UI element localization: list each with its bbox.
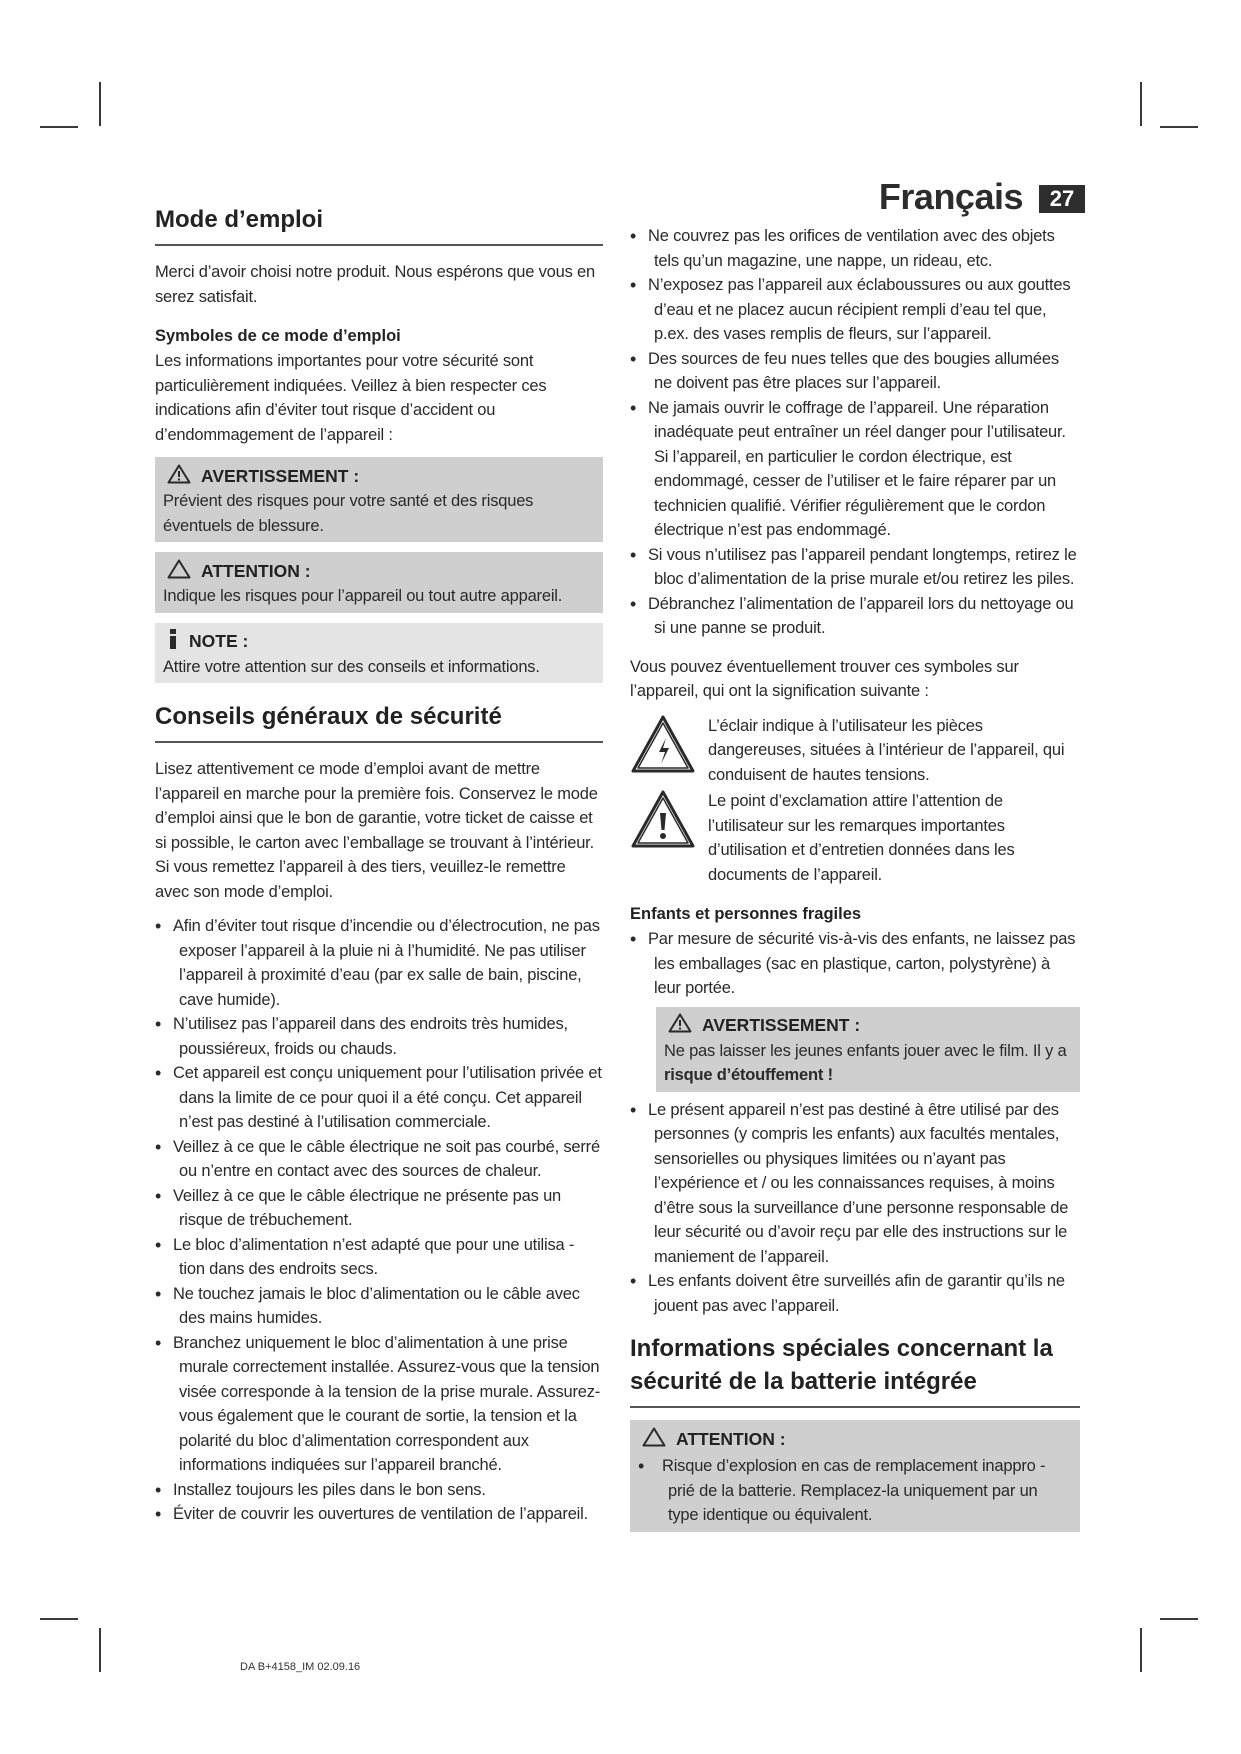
list-item: • Ne touchez jamais le bloc d’alimentation ou le câble avec des mains humides. bbox=[155, 1282, 603, 1331]
list-item: • Branchez uniquement le bloc d’alimentation à une prise murale correctement installée. Assurez-vous que la tension visée corresponde à la tension de la prise murale. Assurez-vous également que le courant de sortie, la tension et la polarité du bloc d’alimentation correspondent aux informations indiquées sur l’appareil branché. bbox=[155, 1331, 603, 1478]
list-item: • Le bloc d’alimentation n’est adapté que pour une utilisa - tion dans des endroits secs. bbox=[155, 1233, 603, 1282]
note-box bbox=[155, 623, 603, 684]
note-title: NOTE : bbox=[189, 631, 249, 651]
language-title: Français bbox=[878, 176, 1023, 217]
mode-emploi-title: Mode d’emploi bbox=[155, 204, 603, 246]
children-heading: Enfants et personnes fragiles bbox=[630, 905, 862, 923]
safety-title: Conseils généraux de sécurité bbox=[155, 683, 603, 743]
device-symbols-intro: Vous pouvez éventuellement trouver ces symboles sur l’appareil, qui ont la signification suivante : bbox=[630, 657, 1019, 700]
list-item: • N’utilisez pas l’appareil dans des endroits très humides, poussiéreux, froids ou chauds. bbox=[155, 1012, 603, 1061]
warning-box bbox=[155, 457, 603, 542]
caution-triangle-icon bbox=[642, 1427, 666, 1452]
attention-text: Indique les risques pour l’appareil ou tout autre appareil. bbox=[163, 587, 563, 605]
battery-title: Informations spéciales concernant la sécurité de la batterie intégrée bbox=[630, 1318, 1080, 1408]
crop-mark bbox=[1140, 1628, 1142, 1672]
list-item: • Des sources de feu nues telles que des bougies allumées ne doivent pas être places sur l’appareil. bbox=[630, 347, 1080, 396]
battery-list bbox=[638, 1454, 1072, 1528]
list-item: • Les enfants doivent être surveillés afin de garantir qu’ils ne jouent pas avec l’appareil. bbox=[630, 1269, 1080, 1318]
intro-text: Merci d’avoir choisi notre produit. Nous espérons que vous en serez satisfait. bbox=[155, 263, 595, 306]
crop-mark bbox=[1160, 126, 1198, 128]
attention-box bbox=[155, 552, 603, 613]
note-text: Attire votre attention sur des conseils et informations. bbox=[163, 657, 540, 676]
exclamation-symbol-row bbox=[630, 789, 1080, 887]
battery-attention-title: ATTENTION : bbox=[676, 1428, 786, 1449]
page-header bbox=[878, 176, 1085, 222]
list-item: • Afin d’éviter tout risque d’incendie ou d’électrocution, ne pas exposer l’appareil à la pluie ni à l’humidité. Ne pas utiliser l’appareil à proximité d’eau (par ex salle de bain, piscine, cave humide). bbox=[155, 914, 603, 1012]
list-item: • N’exposez pas l’appareil aux éclaboussures ou aux gouttes d’eau et ne placez aucun récipient rempli d’eau tel que, p.ex. des vases remplis de fleurs, sur l’appareil. bbox=[630, 273, 1080, 347]
list-item: • Ne jamais ouvrir le coffrage de l’appareil. Une réparation inadéquate peut entraîner un réel danger pour l’utilisateur. Si l’appareil, en particulier le cordon électrique, est endommagé, cesser de l’utiliser et le faire réparer par un technicien qualifié. Vérifier régulièrement que le cordon électrique n’est pas endommagé. bbox=[630, 396, 1080, 543]
list-item: • Risque d’explosion en cas de remplacement inappro - prié de la batterie. Remplacez-la uniquement par un type identique ou équivalent. bbox=[638, 1454, 1072, 1528]
attention-title: ATTENTION : bbox=[201, 560, 311, 581]
footer-code: DA B+4158_IM 02.09.16 bbox=[240, 1661, 361, 1673]
list-item: • Veillez à ce que le câble électrique ne présente pas un risque de trébuchement. bbox=[155, 1184, 603, 1233]
warning-triangle-icon bbox=[668, 1013, 692, 1038]
child-warning-bold: risque d’étouffement ! bbox=[664, 1066, 833, 1084]
list-item: • Cet appareil est conçu uniquement pour l’utilisation privée et dans la limite de ce pour quoi il a été conçu. Cet appareil n’est pas destiné à l’utilisation commerciale. bbox=[155, 1061, 603, 1135]
exclamation-description: Le point d’exclamation attire l’attention de l’utilisateur sur les remarques importantes d’utilisation et d’entretien données dans les documents de l’appareil. bbox=[708, 792, 1015, 884]
child-warning-box bbox=[656, 1007, 1080, 1092]
safety-intro: Lisez attentivement ce mode d’emploi avant de mettre l’appareil en marche pour la première fois. Conservez le mode d’emploi ainsi que le bon de garantie, votre ticket de caisse et si possible, le carton avec l’emballage se trouvant à l’intérieur. Si vous remettez l’appareil à des tiers, veuillez-le remettre avec son mode d’emploi. bbox=[155, 760, 598, 901]
safety-list-continued bbox=[630, 224, 1080, 641]
battery-attention-box bbox=[630, 1420, 1080, 1532]
list-item: • Installez toujours les piles dans le bon sens. bbox=[155, 1478, 603, 1503]
warning-title: AVERTISSEMENT : bbox=[201, 465, 360, 486]
crop-mark bbox=[40, 1618, 78, 1620]
list-item: • Si vous n’utilisez pas l’appareil pendant longtemps, retirez le bloc d’alimentation de la prise murale et/ou retirez les piles. bbox=[630, 543, 1080, 592]
list-item: • Par mesure de sécurité vis-à-vis des enfants, ne laissez pas les emballages (sac en plastique, carton, polystyrène) à leur portée. bbox=[630, 927, 1080, 1001]
children-list bbox=[630, 927, 1080, 1001]
list-item: • Le présent appareil n’est pas destiné à être utilisé par des personnes (y compris les enfants) aux facultés mentales, sensorielles ou physiques limitées ou n’ayant pas l’expérience et / ou les connaissances requises, à moins d’être sous la surveillance d’une personne responsable de leur sécurité ou d’avoir reçu par elle des instructions sur le maniement de l’appareil. bbox=[630, 1098, 1080, 1270]
symbols-heading: Symboles de ce mode d’emploi bbox=[155, 327, 401, 345]
info-icon bbox=[167, 628, 179, 655]
crop-mark bbox=[1140, 82, 1142, 126]
children-list-continued bbox=[630, 1098, 1080, 1319]
lightning-triangle-icon bbox=[630, 714, 708, 788]
crop-mark bbox=[40, 126, 78, 128]
right-column bbox=[630, 224, 1080, 1532]
child-warning-title: AVERTISSEMENT : bbox=[702, 1015, 861, 1035]
left-column bbox=[155, 204, 603, 1527]
child-warning-text: Ne pas laisser les jeunes enfants jouer avec le film. Il y a risque d’étouffement ! bbox=[664, 1041, 1067, 1084]
lightning-description: L’éclair indique à l’utilisateur les pièces dangereuses, situées à l’intérieur de l’appareil, qui conduisent de hautes tensions. bbox=[708, 716, 1065, 784]
crop-mark bbox=[1160, 1618, 1198, 1620]
list-item: • Ne couvrez pas les orifices de ventilation avec des objets tels qu’un magazine, une nappe, un rideau, etc. bbox=[630, 224, 1080, 273]
exclamation-triangle-icon bbox=[630, 789, 708, 887]
warning-triangle-icon bbox=[167, 464, 191, 489]
caution-triangle-icon bbox=[167, 559, 191, 584]
safety-list bbox=[155, 914, 603, 1527]
list-item: • Veillez à ce que le câble électrique ne soit pas courbé, serré ou n’entre en contact avec des sources de chaleur. bbox=[155, 1135, 603, 1184]
warning-text: Prévient des risques pour votre santé et des risques éventuels de blessure. bbox=[163, 492, 534, 535]
lightning-symbol-row bbox=[630, 714, 1080, 788]
crop-mark bbox=[99, 82, 101, 126]
page-number: 27 bbox=[1039, 185, 1085, 213]
list-item: • Éviter de couvrir les ouvertures de ventilation de l’appareil. bbox=[155, 1502, 603, 1527]
symbols-text: Les informations importantes pour votre sécurité sont particulièrement indiquées. Veillez à bien respecter ces indications afin d’éviter tout risque d’accident ou d’endommagement de l’appareil : bbox=[155, 352, 547, 444]
list-item: • Débranchez l’alimentation de l’appareil lors du nettoyage ou si une panne se produit. bbox=[630, 592, 1080, 641]
crop-mark bbox=[99, 1628, 101, 1672]
